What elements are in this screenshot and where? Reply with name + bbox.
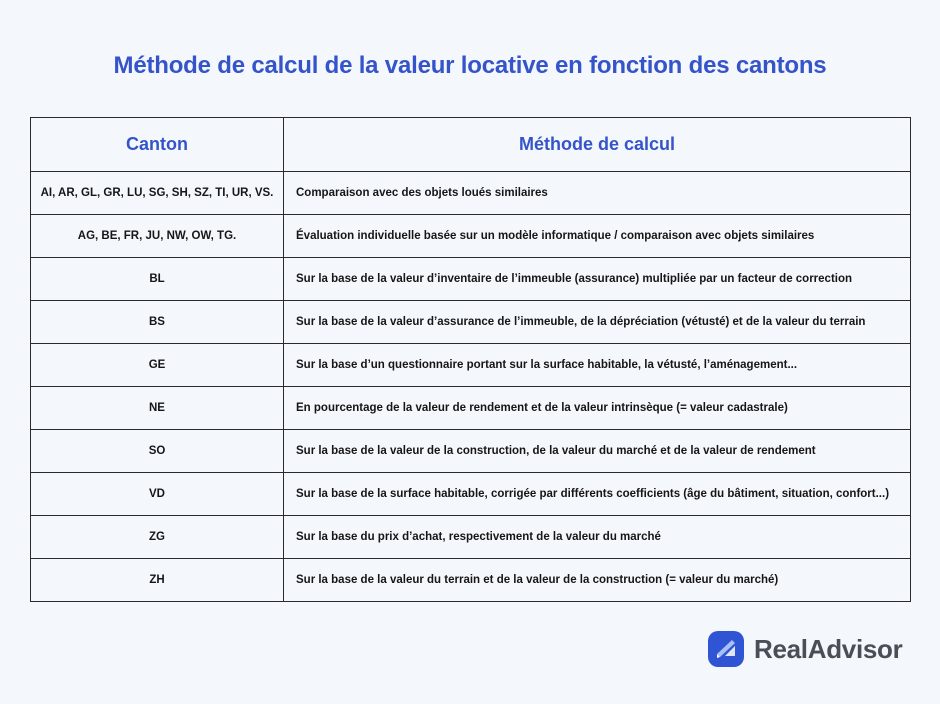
table-row [31,215,911,258]
method-cell: Sur la base d’un questionnaire portant sur la surface habitable, la vétusté, l’aménagement... [284,344,911,387]
header-canton: Canton [31,118,284,172]
realadvisor-logo-icon [708,631,744,667]
method-cell: Comparaison avec des objets loués similaires [284,172,911,215]
method-cell: En pourcentage de la valeur de rendement et de la valeur intrinsèque (= valeur cadastrale) [284,387,911,430]
table-row [31,473,911,516]
brand-name: RealAdvisor [754,633,903,664]
canton-method-table [30,117,911,602]
table-row [31,430,911,473]
table-row [31,344,911,387]
canton-cell: NE [31,387,284,430]
method-cell: Sur la base du prix d’achat, respectivement de la valeur du marché [284,516,911,559]
canton-cell: BS [31,301,284,344]
page-title: Méthode de calcul de la valeur locative en fonction des cantons [113,52,827,79]
table-row [31,258,911,301]
canton-cell: BL [31,258,284,301]
method-cell: Sur la base de la valeur d’assurance de l’immeuble, de la dépréciation (vétusté) et de la valeur du terrain [284,301,911,344]
canton-cell: SO [31,430,284,473]
table-row [31,516,911,559]
canton-cell: VD [31,473,284,516]
brand-logo [708,631,902,667]
table-row [31,387,911,430]
table-row [31,301,911,344]
header-method: Méthode de calcul [284,118,911,172]
method-cell: Sur la base de la valeur d’inventaire de l’immeuble (assurance) multipliée par un facteur de correction [284,258,911,301]
canton-cell: AI, AR, GL, GR, LU, SG, SH, SZ, TI, UR, VS. [31,172,284,215]
method-cell: Sur la base de la valeur du terrain et de la valeur de la construction (= valeur du marché) [284,559,911,602]
method-cell: Sur la base de la surface habitable, corrigée par différents coefficients (âge du bâtiment, situation, confort...) [284,473,911,516]
table-row [31,172,911,215]
canton-cell: ZG [31,516,284,559]
table-row [31,559,911,602]
canton-cell: GE [31,344,284,387]
canton-cell: ZH [31,559,284,602]
table-header-row [31,118,911,172]
canton-cell: AG, BE, FR, JU, NW, OW, TG. [31,215,284,258]
method-cell: Sur la base de la valeur de la construction, de la valeur du marché et de la valeur de rendement [284,430,911,473]
method-cell: Évaluation individuelle basée sur un modèle informatique / comparaison avec objets similaires [284,215,911,258]
